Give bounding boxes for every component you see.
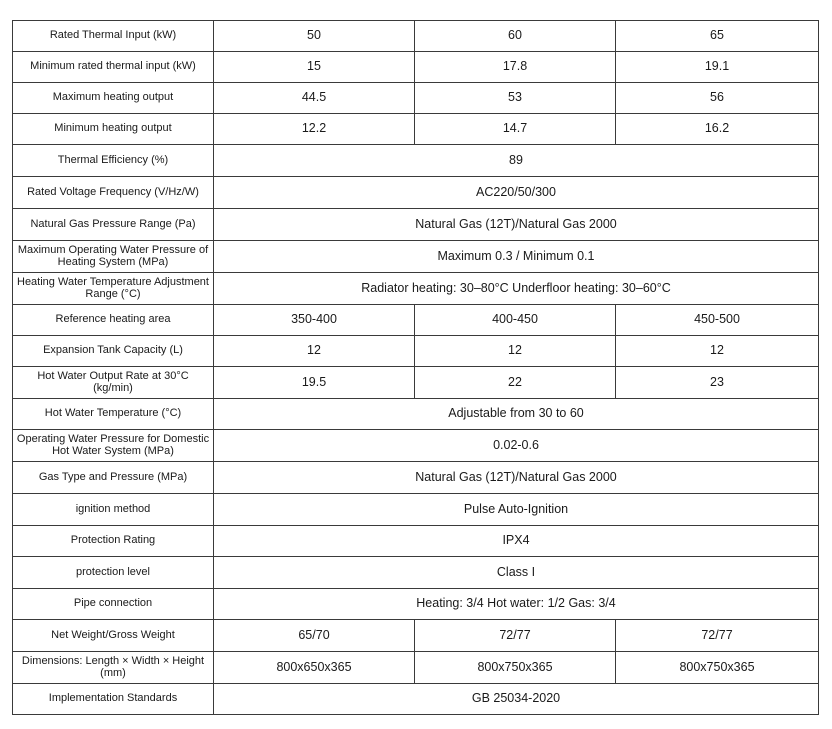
row-label: Thermal Efficiency (%) [13,145,214,177]
row-value: IPX4 [214,526,819,557]
row-label: Expansion Tank Capacity (L) [13,336,214,367]
row-label: Minimum rated thermal input (kW) [13,52,214,83]
table-row [13,83,819,114]
row-value: 65/70 [214,620,415,652]
row-label: Heating Water Temperature Adjustment Range (°C) [13,273,214,305]
spec-table-body [13,21,819,715]
table-row [13,305,819,336]
table-row [13,21,819,52]
row-label: Rated Voltage Frequency (V/Hz/W) [13,177,214,209]
table-row [13,430,819,462]
row-label: ignition method [13,494,214,526]
row-value: Natural Gas (12T)/Natural Gas 2000 [214,462,819,494]
row-value: 65 [616,21,819,52]
row-label: Pipe connection [13,589,214,620]
table-row [13,336,819,367]
row-label: Operating Water Pressure for Domestic Hot Water System (MPa) [13,430,214,462]
row-value: Natural Gas (12T)/Natural Gas 2000 [214,209,819,241]
row-label: Natural Gas Pressure Range (Pa) [13,209,214,241]
table-row [13,494,819,526]
row-value: 19.5 [214,367,415,399]
row-value: 14.7 [415,114,616,145]
table-row [13,652,819,684]
row-value: 89 [214,145,819,177]
row-label: Reference heating area [13,305,214,336]
row-value: Heating: 3/4 Hot water: 1/2 Gas: 3/4 [214,589,819,620]
row-value: 400-450 [415,305,616,336]
row-value: 450-500 [616,305,819,336]
row-label: Hot Water Temperature (°C) [13,399,214,430]
row-value: 72/77 [616,620,819,652]
table-row [13,462,819,494]
row-value: GB 25034-2020 [214,684,819,715]
row-value: Pulse Auto-Ignition [214,494,819,526]
row-value: 72/77 [415,620,616,652]
row-value: 800x750x365 [616,652,819,684]
row-value: 12 [616,336,819,367]
table-row [13,177,819,209]
row-label: Hot Water Output Rate at 30°C (kg/min) [13,367,214,399]
table-row [13,589,819,620]
table-row [13,557,819,589]
row-value: 44.5 [214,83,415,114]
table-row [13,145,819,177]
row-value: 16.2 [616,114,819,145]
row-value: Class I [214,557,819,589]
row-value: 800x650x365 [214,652,415,684]
table-row [13,620,819,652]
row-label: Implementation Standards [13,684,214,715]
row-value: 56 [616,83,819,114]
row-value: 12 [214,336,415,367]
row-value: 50 [214,21,415,52]
row-value: 53 [415,83,616,114]
row-value: 350-400 [214,305,415,336]
row-value: 12.2 [214,114,415,145]
table-row [13,114,819,145]
table-row [13,52,819,83]
row-label: Net Weight/Gross Weight [13,620,214,652]
row-value: 60 [415,21,616,52]
spec-table [12,20,819,715]
row-value: 15 [214,52,415,83]
row-value: 17.8 [415,52,616,83]
row-value: 22 [415,367,616,399]
table-row [13,526,819,557]
row-label: Dimensions: Length × Width × Height (mm) [13,652,214,684]
row-label: Protection Rating [13,526,214,557]
row-value: AC220/50/300 [214,177,819,209]
row-label: protection level [13,557,214,589]
row-value: Maximum 0.3 / Minimum 0.1 [214,241,819,273]
row-label: Gas Type and Pressure (MPa) [13,462,214,494]
table-row [13,684,819,715]
table-row [13,209,819,241]
row-value: Radiator heating: 30–80°C Underfloor heating: 30–60°C [214,273,819,305]
table-row [13,399,819,430]
row-value: Adjustable from 30 to 60 [214,399,819,430]
row-value: 0.02-0.6 [214,430,819,462]
table-row [13,241,819,273]
row-value: 19.1 [616,52,819,83]
row-label: Minimum heating output [13,114,214,145]
row-label: Maximum heating output [13,83,214,114]
row-value: 23 [616,367,819,399]
row-label: Maximum Operating Water Pressure of Heating System (MPa) [13,241,214,273]
row-value: 800x750x365 [415,652,616,684]
table-row [13,367,819,399]
row-label: Rated Thermal Input (kW) [13,21,214,52]
row-value: 12 [415,336,616,367]
table-row [13,273,819,305]
